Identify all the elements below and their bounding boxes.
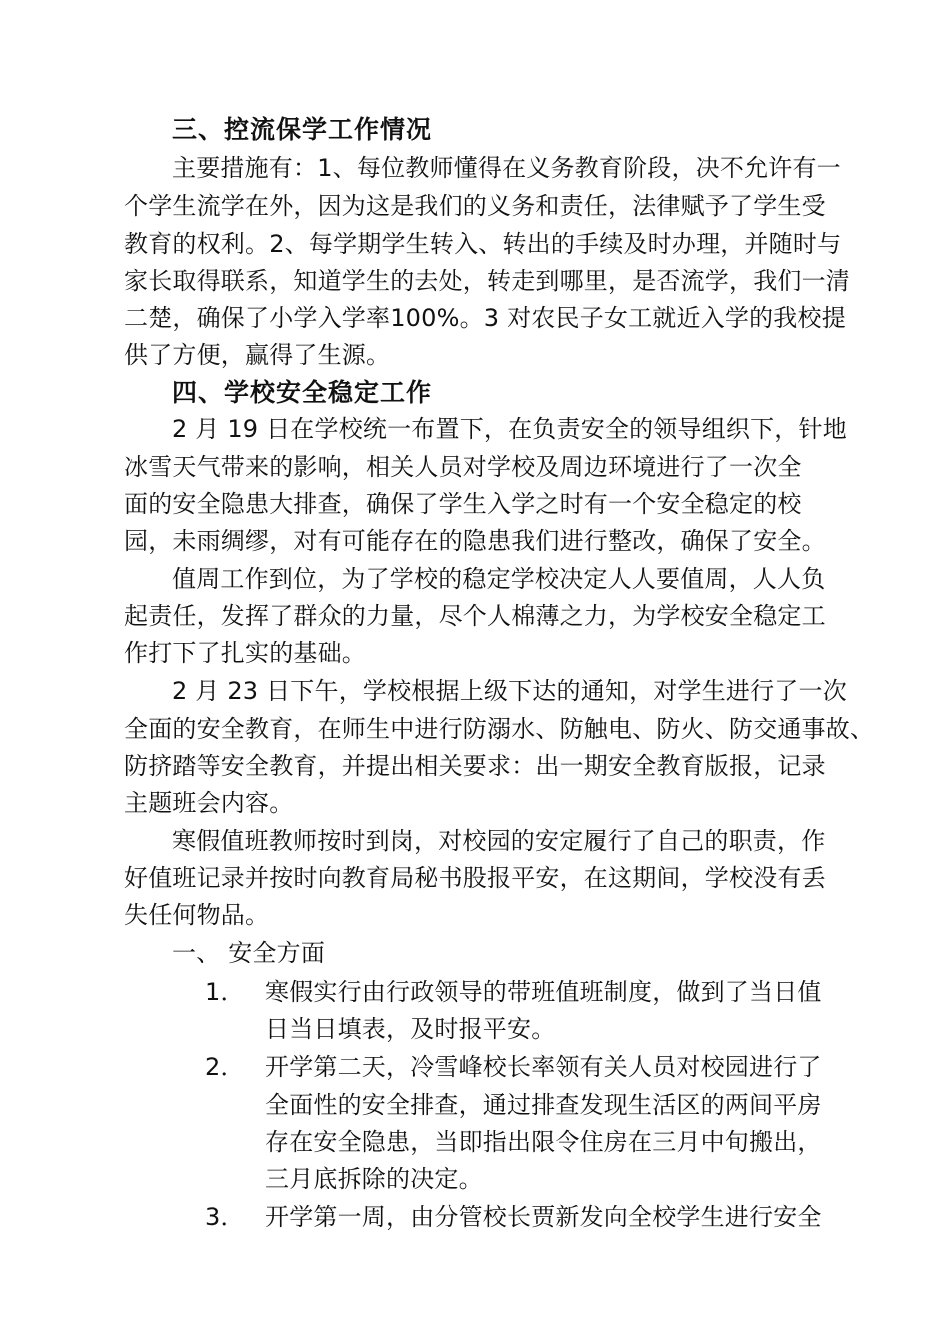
- safety-heading: 一、 安全方面: [172, 939, 326, 967]
- list-item-line: 存在安全隐患，当即指出限令住房在三月中旬搬出，: [265, 1128, 822, 1156]
- paragraph-line: 二楚，确保了小学入学率100%。3 对农民子女工就近入学的我校提: [124, 304, 846, 332]
- list-item-line: 开学第一周，由分管校长贾新发向全校学生进行安全: [265, 1203, 822, 1231]
- list-number: 3．: [205, 1203, 245, 1231]
- paragraph-line: 2 月 19 日在学校统一布置下，在负责安全的领导组织下，针地: [172, 415, 847, 443]
- list-item-line: 寒假实行由行政领导的带班值班制度，做到了当日值: [265, 978, 822, 1006]
- list-number: 2．: [205, 1053, 245, 1081]
- list-item-line: 开学第二天，冷雪峰校长率领有关人员对校园进行了: [265, 1053, 822, 1081]
- paragraph-line: 个学生流学在外，因为这是我们的义务和责任，法律赋予了学生受: [124, 192, 826, 220]
- section-4-heading: 四、学校安全稳定工作: [172, 378, 433, 407]
- paragraph-line: 失任何物品。: [124, 901, 270, 929]
- paragraph-line: 2 月 23 日下午，学校根据上级下达的通知，对学生进行了一次: [172, 677, 847, 705]
- list-number: 1．: [205, 978, 245, 1006]
- paragraph-line: 主要措施有：1、每位教师懂得在义务教育阶段，决不允许有一: [172, 154, 841, 182]
- paragraph-line: 教育的权利。2、每学期学生转入、转出的手续及时办理，并随时与: [124, 230, 842, 258]
- section-3-heading: 三、控流保学工作情况: [172, 115, 433, 144]
- list-item-line: 日当日填表，及时报平安。: [265, 1015, 556, 1043]
- paragraph-line: 家长取得联系，知道学生的去处，转走到哪里，是否流学，我们一清: [124, 267, 850, 295]
- paragraph-line: 全面的安全教育，在师生中进行防溺水、防触电、防火、防交通事故、: [124, 715, 875, 743]
- paragraph-line: 主题班会内容。: [124, 789, 294, 817]
- paragraph-line: 防挤踏等安全教育，并提出相关要求：出一期安全教育版报，记录: [124, 752, 826, 780]
- paragraph-line: 园，未雨绸缪，对有可能存在的隐患我们进行整改，确保了安全。: [124, 527, 826, 555]
- paragraph-line: 值周工作到位，为了学校的稳定学校决定人人要值周，人人负: [172, 565, 826, 593]
- paragraph-line: 作打下了扎实的基础。: [124, 639, 366, 667]
- paragraph-line: 好值班记录并按时向教育局秘书股报平安，在这期间，学校没有丢: [124, 864, 826, 892]
- paragraph-line: 寒假值班教师按时到岗，对校园的安定履行了自己的职责，作: [172, 827, 826, 855]
- paragraph-line: 起责任，发挥了群众的力量，尽个人棉薄之力，为学校安全稳定工: [124, 602, 826, 630]
- paragraph-line: 供了方便，赢得了生源。: [124, 341, 391, 369]
- paragraph-line: 面的安全隐患大排查，确保了学生入学之时有一个安全稳定的校: [124, 490, 802, 518]
- paragraph-line: 冰雪天气带来的影响，相关人员对学校及周边环境进行了一次全: [124, 453, 802, 481]
- list-item-line: 三月底拆除的决定。: [265, 1165, 483, 1193]
- list-item-line: 全面性的安全排查，通过排查发现生活区的两间平房: [265, 1091, 822, 1119]
